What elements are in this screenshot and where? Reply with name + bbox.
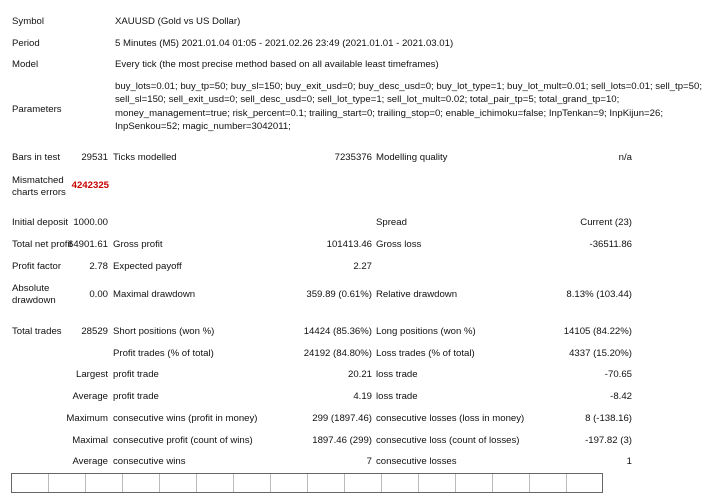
period-value: 5 Minutes (M5) 2021.01.04 01:05 - 2021.02.26 23:49 (2021.01.01 - 2021.03.01) <box>115 38 454 49</box>
maximal-profit-label: consecutive profit (count of wins) <box>113 435 253 446</box>
maximum-label: Maximum <box>66 413 108 424</box>
period-label: Period <box>12 38 40 49</box>
profittrades-value: 24192 (84.80%) <box>303 348 372 359</box>
grossloss-value: -36511.86 <box>589 239 632 250</box>
mismatch-value: 4242325 <box>71 180 109 191</box>
pf-value: 2.78 <box>89 261 108 272</box>
avgcons-wins-label: consecutive wins <box>113 456 186 467</box>
profittrades-label: Profit trades (% of total) <box>113 348 214 359</box>
bars-label: Bars in test <box>12 152 60 163</box>
ticks-label: Ticks modelled <box>113 152 177 163</box>
grossprofit-value: 101413.46 <box>326 239 372 250</box>
payoff-value: 2.27 <box>353 261 372 272</box>
max-losses-label: consecutive losses (loss in money) <box>376 413 525 424</box>
quality-label: Modelling quality <box>376 152 448 163</box>
spread-label: Spread <box>376 217 407 228</box>
netprofit-label: Total net profit <box>12 239 73 250</box>
maximal-profit-value: 1897.46 (299) <box>312 435 372 446</box>
avgcons-wins-value: 7 <box>366 456 372 467</box>
short-label: Short positions (won %) <box>113 326 215 337</box>
parameters-label: Parameters <box>12 104 62 115</box>
maximal-label: Maximal <box>72 435 108 446</box>
symbol-label: Symbol <box>12 16 44 27</box>
model-value: Every tick (the most precise method based on all available least timeframes) <box>115 59 439 70</box>
average-profit-label: profit trade <box>113 391 159 402</box>
deposit-value: 1000.00 <box>73 217 108 228</box>
reldd-value: 8.13% (103.44) <box>566 289 632 300</box>
parameters-line-1: buy_lots=0.01; buy_tp=50; buy_sl=150; buy_exit_usd=0; buy_desc_usd=0; buy_lot_type=1; buy_lot_mult=0.01; sell_lots=0.01; sell_tp=50; <box>115 81 702 92</box>
max-wins-label: consecutive wins (profit in money) <box>113 413 258 424</box>
average-label: Average <box>72 391 108 402</box>
payoff-label: Expected payoff <box>113 261 182 272</box>
largest-profit-label: profit trade <box>113 369 159 380</box>
mismatch-label-1: Mismatched <box>12 175 64 186</box>
ticks-value: 7235376 <box>334 152 372 163</box>
absdd-label-2: drawdown <box>12 295 56 306</box>
trades-value: 28529 <box>81 326 108 337</box>
deposit-label: Initial deposit <box>12 217 68 228</box>
long-label: Long positions (won %) <box>376 326 476 337</box>
grossprofit-label: Gross profit <box>113 239 163 250</box>
long-value: 14105 (84.22%) <box>563 326 632 337</box>
short-value: 14424 (85.36%) <box>303 326 372 337</box>
grossloss-label: Gross loss <box>376 239 422 250</box>
maximal-loss-value: -197.82 (3) <box>585 435 632 446</box>
largest-loss-value: -70.65 <box>604 369 632 380</box>
average-profit-value: 4.19 <box>353 391 372 402</box>
max-losses-value: 8 (-138.16) <box>585 413 632 424</box>
avgcons-losses-value: 1 <box>626 456 632 467</box>
losstrades-label: Loss trades (% of total) <box>376 348 475 359</box>
avgcons-losses-label: consecutive losses <box>376 456 457 467</box>
quality-value: n/a <box>618 152 632 163</box>
pf-label: Profit factor <box>12 261 62 272</box>
spread-value: Current (23) <box>580 217 632 228</box>
maxdd-label: Maximal drawdown <box>113 289 196 300</box>
absdd-value: 0.00 <box>89 289 108 300</box>
avgcons-label: Average <box>72 456 108 467</box>
largest-loss-label: loss trade <box>376 369 418 380</box>
largest-label: Largest <box>76 369 108 380</box>
symbol-value: XAUUSD (Gold vs US Dollar) <box>115 16 241 27</box>
parameters-line-2: sell_sl=150; sell_exit_usd=0; sell_desc_usd=0; sell_lot_type=1; sell_lot_mult=0.02; total_pair_tp=5; total_grand_tp=10; <box>115 94 620 105</box>
losstrades-value: 4337 (15.20%) <box>569 348 632 359</box>
max-wins-value: 299 (1897.46) <box>312 413 372 424</box>
balance-graph-frame <box>11 473 603 493</box>
absdd-label-1: Absolute <box>12 283 50 294</box>
reldd-label: Relative drawdown <box>376 289 458 300</box>
largest-profit-value: 20.21 <box>347 369 372 380</box>
model-label: Model <box>12 59 39 70</box>
parameters-line-4: InpSenkou=52; magic_number=3042011; <box>115 121 291 132</box>
maxdd-value: 359.89 (0.61%) <box>306 289 372 300</box>
average-loss-label: loss trade <box>376 391 418 402</box>
average-loss-value: -8.42 <box>610 391 632 402</box>
maximal-loss-label: consecutive loss (count of losses) <box>376 435 520 446</box>
mismatch-label-2: charts errors <box>12 187 66 198</box>
trades-label: Total trades <box>12 326 62 337</box>
parameters-line-3: money_management=true; risk_percent=0.1; trailing_start=0; trailing_stop=0; enable_ichimoku=false; InpTenkan=9; InpKijun=26; <box>115 108 663 119</box>
netprofit-value: 64901.61 <box>67 239 108 250</box>
bars-value: 29531 <box>81 152 108 163</box>
